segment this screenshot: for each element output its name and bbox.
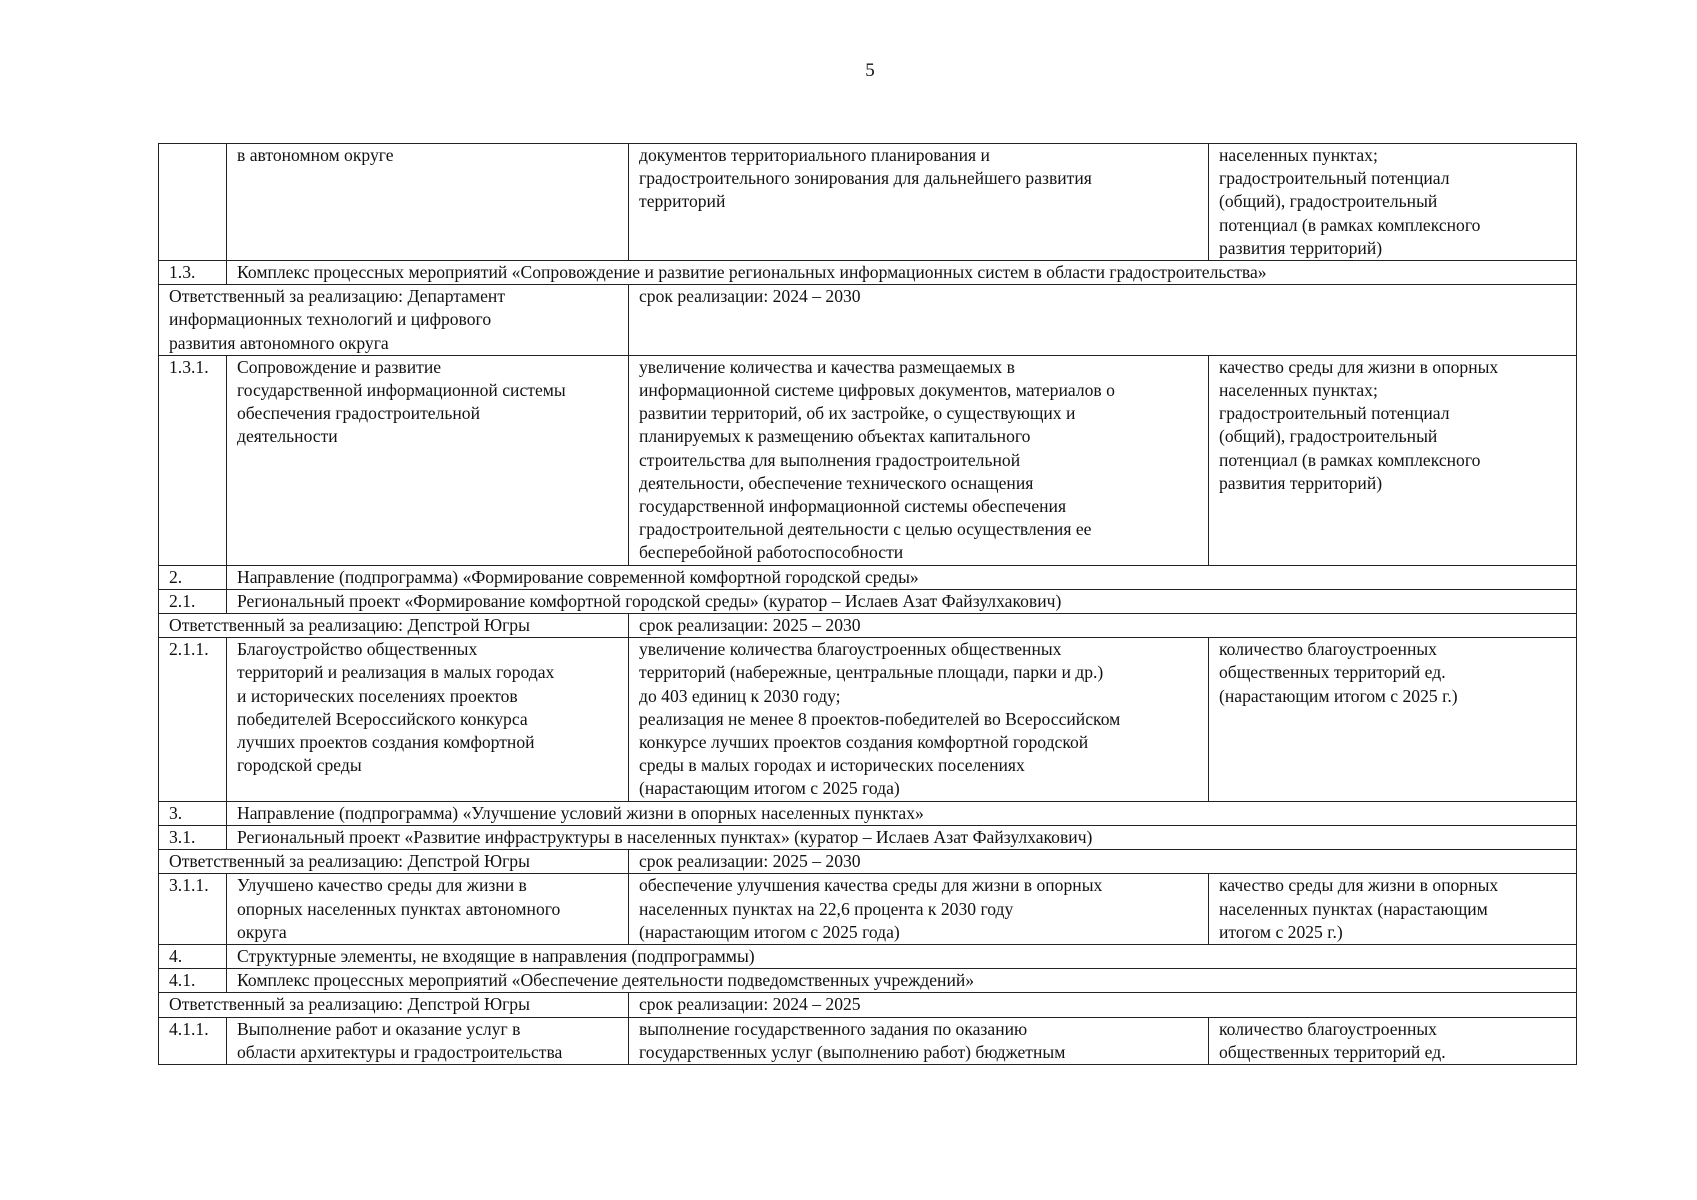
item-indicator-line: (нарастающим итогом с 2025 г.) — [1219, 685, 1458, 706]
section-title — [227, 944, 1577, 968]
item-result-line: документов территориального планирования и — [639, 145, 990, 165]
item-name-line: территорий и реализация в малых городах — [237, 662, 555, 683]
section-title-line: Комплекс процессных мероприятий «Сопровождение и развитие региональных информационных систем в области градостроительства» — [237, 262, 1267, 283]
section-number-line: 3.1. — [169, 826, 196, 847]
item-name-line: обеспечения градостроительной — [237, 403, 480, 424]
item-indicator-line: развития территорий) — [1219, 237, 1383, 258]
item-name-line: опорных населенных пунктах автономного — [237, 898, 561, 919]
item-indicator-line: развития территорий) — [1219, 472, 1383, 493]
section-title — [227, 825, 1577, 849]
item-row — [159, 1017, 1577, 1064]
term-cell — [629, 614, 1577, 638]
section-row — [159, 944, 1577, 968]
section-title — [227, 969, 1577, 993]
term-cell-line: срок реализации: 2025 – 2030 — [639, 851, 861, 872]
item-indicator — [1209, 874, 1577, 945]
item-name-line: Выполнение работ и оказание услуг в — [237, 1018, 521, 1039]
responsible-cell-line: Ответственный за реализацию: Депстрой Югры — [169, 994, 530, 1015]
responsible-cell — [159, 614, 629, 638]
item-result-line: выполнение государственного задания по оказанию — [639, 1018, 1028, 1039]
section-row — [159, 589, 1577, 613]
item-result-line: до 403 единиц к 2030 году; — [639, 685, 841, 706]
item-result-line: строительства для выполнения градостроительной — [639, 449, 1021, 470]
item-result-line: бесперебойной работоспособности — [639, 542, 904, 563]
term-cell-line: срок реализации: 2025 – 2030 — [639, 615, 861, 636]
item-result-line: населенных пунктах на 22,6 процента к 2030 году — [639, 898, 1014, 919]
item-name-line: Улучшено качество среды для жизни в — [237, 875, 527, 896]
responsible-cell-line: информационных технологий и цифрового — [169, 309, 492, 330]
item-result-line: обеспечение улучшения качества среды для жизни в опорных — [639, 875, 1103, 896]
item-indicator-line: (общий), градостроительный — [1219, 426, 1438, 447]
section-row — [159, 825, 1577, 849]
item-result-line: планируемых к размещению объектах капитального — [639, 426, 1031, 447]
section-number — [159, 801, 227, 825]
item-indicator-line: потенциал (в рамках комплексного — [1219, 449, 1481, 470]
section-row — [159, 565, 1577, 589]
section-title — [227, 565, 1577, 589]
item-name-line: округа — [237, 921, 287, 942]
item-indicator-line: населенных пунктах (нарастающим — [1219, 898, 1488, 919]
responsible-row — [159, 850, 1577, 874]
responsible-cell-line: Ответственный за реализацию: Депстрой Югры — [169, 851, 530, 872]
section-title-line: Комплекс процессных мероприятий «Обеспечение деятельности подведомственных учреждений» — [237, 970, 975, 991]
item-number-line: 1.3.1. — [169, 356, 209, 377]
responsible-cell-line: Ответственный за реализацию: Депстрой Югры — [169, 615, 530, 636]
item-result-line: реализация не менее 8 проектов-победителей во Всероссийском — [639, 708, 1121, 729]
item-indicator-line: градостроительный потенциал — [1219, 403, 1450, 424]
item-result — [629, 144, 1209, 261]
section-number-line: 1.3. — [169, 262, 196, 283]
item-result-line: градостроительного зонирования для дальнейшего развития — [639, 168, 1092, 189]
responsible-row — [159, 614, 1577, 638]
item-result-line: территорий (набережные, центральные площади, парки и др.) — [639, 662, 1104, 683]
term-cell — [629, 850, 1577, 874]
section-title-line: Региональный проект «Развитие инфраструктуры в населенных пунктах» (куратор – Ислаев Азат Файзулхакович) — [237, 826, 1093, 847]
section-number — [159, 944, 227, 968]
item-result-line: среды в малых городах и исторических поселениях — [639, 755, 1025, 776]
item-indicator-line: населенных пунктах; — [1219, 145, 1378, 165]
item-name-line: и исторических поселениях проектов — [237, 685, 518, 706]
item-indicator-line: итогом с 2025 г.) — [1219, 921, 1343, 942]
item-name-line: Благоустройство общественных — [237, 639, 478, 660]
section-number — [159, 969, 227, 993]
item-result-line: градостроительной деятельности с целью осуществления ее — [639, 519, 1092, 540]
section-row — [159, 801, 1577, 825]
term-cell-line: срок реализации: 2024 – 2030 — [639, 286, 861, 307]
item-result-line: территорий — [639, 191, 726, 212]
item-indicator-line: (общий), градостроительный — [1219, 191, 1438, 212]
item-row — [159, 355, 1577, 565]
item-number — [159, 874, 227, 945]
section-title — [227, 261, 1577, 285]
item-name-line: области архитектуры и градостроительства — [237, 1041, 563, 1062]
section-number-line: 2.1. — [169, 590, 196, 611]
item-row — [159, 874, 1577, 945]
program-structure-table — [158, 143, 1577, 1065]
section-row — [159, 261, 1577, 285]
section-title-line: Направление (подпрограмма) «Улучшение условий жизни в опорных населенных пунктах» — [237, 802, 924, 823]
item-name-line: государственной информационной системы — [237, 380, 566, 401]
page-number: 5 — [865, 60, 875, 81]
responsible-cell — [159, 850, 629, 874]
item-indicator-line: градостроительный потенциал — [1219, 168, 1450, 189]
section-number-line: 3. — [169, 802, 183, 823]
item-name-line: в автономном округе — [237, 145, 394, 165]
item-result-line: государственных услуг (выполнению работ) бюджетным — [639, 1041, 1066, 1062]
item-result-line: государственной информационной системы обеспечения — [639, 496, 1067, 517]
responsible-cell-line: развития автономного округа — [169, 332, 389, 353]
section-number — [159, 565, 227, 589]
section-number-line: 4. — [169, 945, 183, 966]
section-number-line: 4.1. — [169, 970, 196, 991]
item-number-line: 2.1.1. — [169, 639, 209, 660]
item-name-line: Сопровождение и развитие — [237, 356, 442, 377]
table-body — [159, 144, 1577, 1065]
item-indicator-line: общественных территорий ед. — [1219, 1041, 1446, 1062]
item-result — [629, 355, 1209, 565]
section-number — [159, 825, 227, 849]
section-title-line: Структурные элементы, не входящие в направления (подпрограммы) — [237, 945, 755, 966]
term-cell — [629, 285, 1577, 356]
item-name — [227, 144, 629, 261]
item-result-line: развитии территорий, об их застройке, о существующих и — [639, 403, 1076, 424]
responsible-row — [159, 993, 1577, 1017]
item-number — [159, 638, 227, 801]
item-result — [629, 1017, 1209, 1064]
item-name-line: городской среды — [237, 755, 362, 776]
item-indicator — [1209, 355, 1577, 565]
section-title — [227, 589, 1577, 613]
item-number — [159, 355, 227, 565]
item-number — [159, 144, 227, 261]
section-number-line: 2. — [169, 566, 183, 587]
section-title-line: Региональный проект «Формирование комфортной городской среды» (куратор – Ислаев Азат Файзулхакович) — [237, 590, 1062, 611]
item-indicator-line: населенных пунктах; — [1219, 380, 1378, 401]
item-result-line: информационной системе цифровых документов, материалов о — [639, 380, 1115, 401]
item-indicator-line: качество среды для жизни в опорных — [1219, 875, 1499, 896]
item-result — [629, 638, 1209, 801]
item-result — [629, 874, 1209, 945]
item-name — [227, 1017, 629, 1064]
item-name-line: лучших проектов создания комфортной — [237, 732, 535, 753]
section-row — [159, 969, 1577, 993]
item-result-line: увеличение количества и качества размещаемых в — [639, 356, 1015, 377]
item-name — [227, 874, 629, 945]
item-name — [227, 638, 629, 801]
responsible-cell — [159, 285, 629, 356]
section-title-line: Направление (подпрограмма) «Формирование современной комфортной городской среды» — [237, 566, 919, 587]
term-cell — [629, 993, 1577, 1017]
term-cell-line: срок реализации: 2024 – 2025 — [639, 994, 861, 1015]
item-indicator-line: качество среды для жизни в опорных — [1219, 356, 1499, 377]
item-name-line: деятельности — [237, 426, 338, 447]
item-indicator — [1209, 144, 1577, 261]
item-result-line: конкурсе лучших проектов создания комфортной городской — [639, 732, 1089, 753]
item-indicator-line: общественных территорий ед. — [1219, 662, 1446, 683]
item-indicator-line: потенциал (в рамках комплексного — [1219, 214, 1481, 235]
item-result-line: (нарастающим итогом с 2025 года) — [639, 921, 900, 942]
item-indicator — [1209, 1017, 1577, 1064]
section-number — [159, 589, 227, 613]
item-number-line: 4.1.1. — [169, 1018, 209, 1039]
item-indicator-line: количество благоустроенных — [1219, 1018, 1437, 1039]
responsible-row — [159, 285, 1577, 356]
item-indicator-line: количество благоустроенных — [1219, 639, 1437, 660]
item-row — [159, 638, 1577, 801]
section-number — [159, 261, 227, 285]
item-number-line: 3.1.1. — [169, 875, 209, 896]
item-result-line: (нарастающим итогом с 2025 года) — [639, 778, 900, 799]
responsible-cell — [159, 993, 629, 1017]
item-name-line: победителей Всероссийского конкурса — [237, 708, 528, 729]
section-title — [227, 801, 1577, 825]
item-result-line: увеличение количества благоустроенных общественных — [639, 639, 1062, 660]
item-indicator — [1209, 638, 1577, 801]
item-result-line: деятельности, обеспечение технического оснащения — [639, 472, 1034, 493]
item-number — [159, 1017, 227, 1064]
item-row — [159, 144, 1577, 261]
responsible-cell-line: Ответственный за реализацию: Департамент — [169, 286, 506, 307]
item-name — [227, 355, 629, 565]
